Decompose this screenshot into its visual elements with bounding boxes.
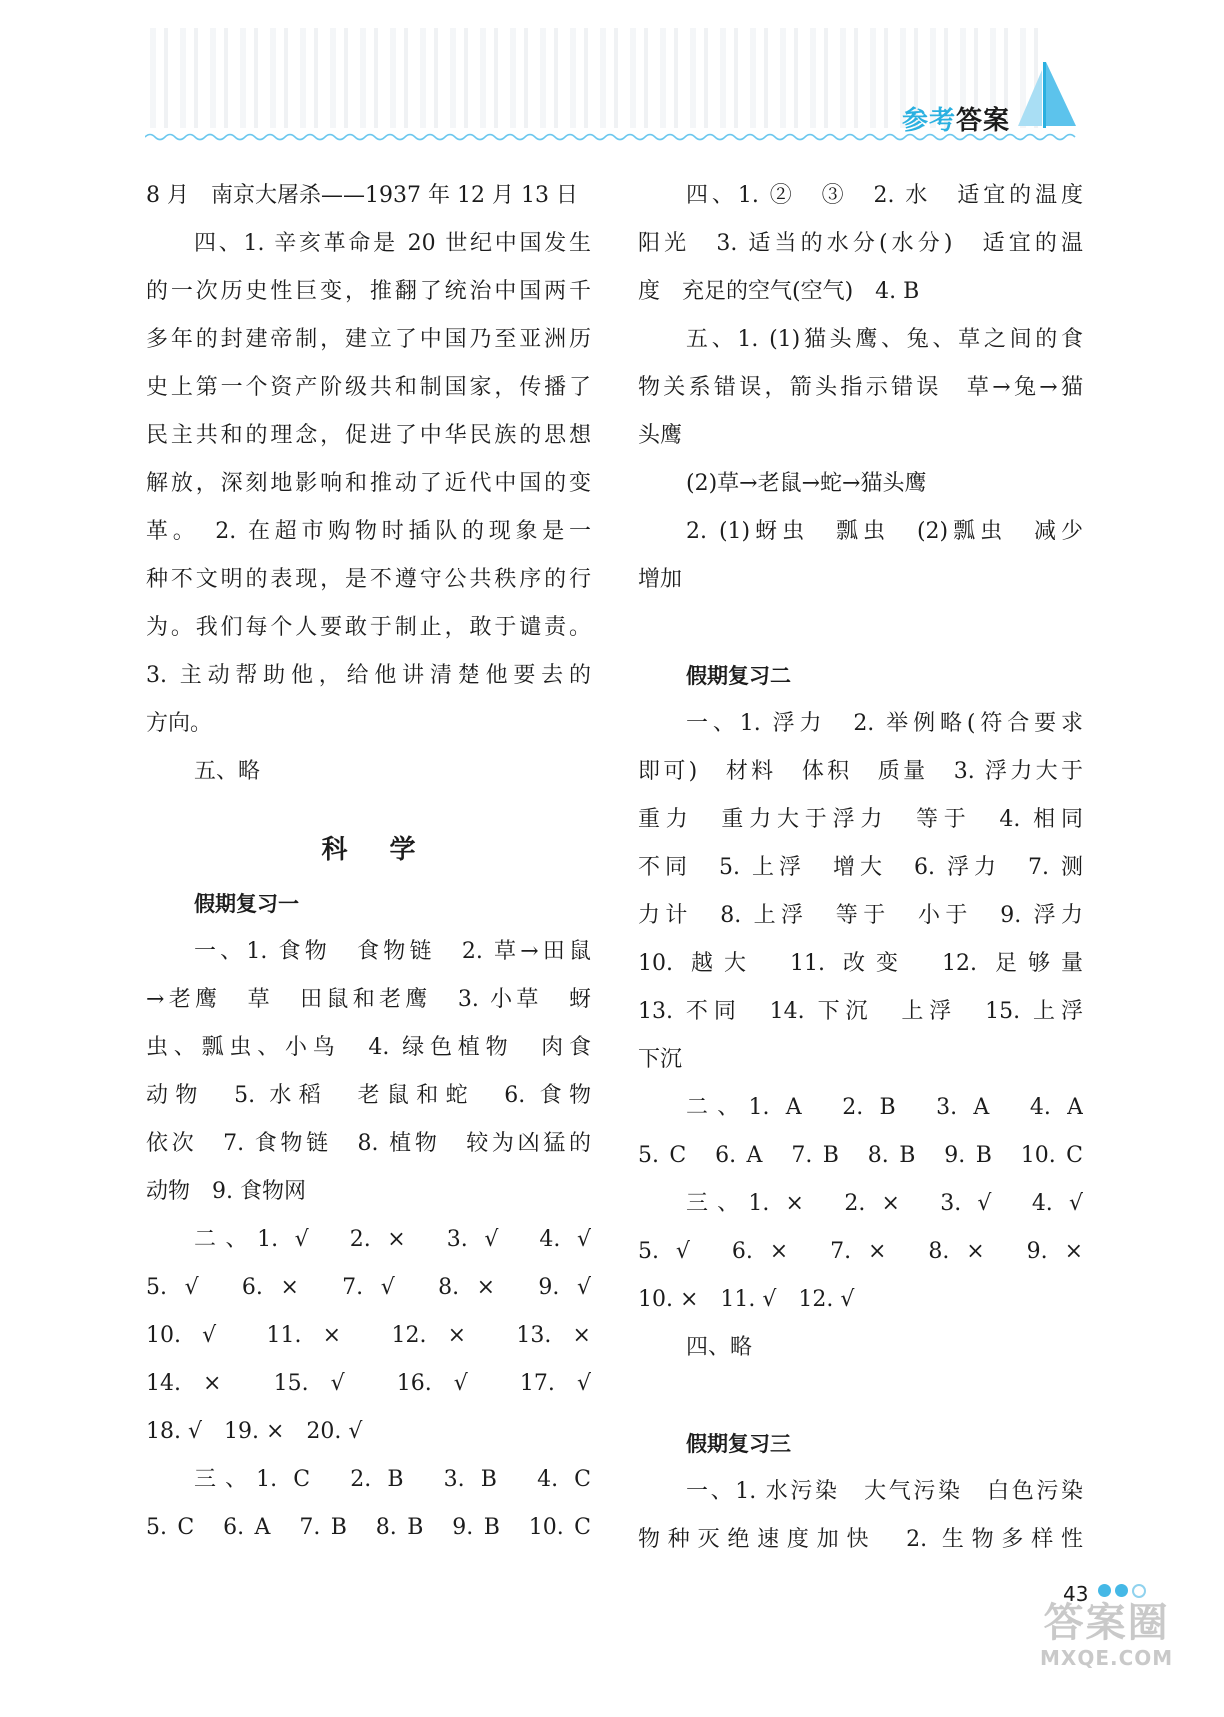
text-line: 二、1. √ 2. × 3. √ 4. √ (194, 1227, 591, 1252)
text-line: 不同 5. 上浮 增大 6. 浮力 7. 测 (638, 855, 1083, 880)
text-line: 18. √ 19. × 20. √ (146, 1419, 363, 1444)
text-line: 方向。 (146, 711, 213, 736)
text-line: 多年的封建帝制，建立了中国乃至亚洲历 (146, 327, 591, 352)
watermark-domain: MXQE.COM (1040, 1646, 1174, 1670)
right-column (638, 172, 1083, 1564)
text-line: 四、1. ② ③ 2. 水 适宜的温度 (686, 183, 1083, 208)
section-heading: 假期复习二 (686, 664, 791, 688)
text-line: 阳光 3. 适当的水分(水分) 适宜的温 (638, 231, 1083, 256)
text-line: 5. C 6. A 7. B 8. B 9. B 10. C (146, 1515, 591, 1540)
left-column (146, 172, 591, 1552)
text-line: 的一次历史性巨变，推翻了统治中国两千 (146, 279, 591, 304)
sailboat-icon (1010, 60, 1080, 138)
text-line: 虫、瓢虫、小鸟 4. 绿色植物 肉食 (146, 1035, 591, 1060)
wave-divider (145, 131, 1080, 143)
dot-icon (1115, 1584, 1128, 1597)
text-line: →老鹰 草 田鼠和老鹰 3. 小草 蚜 (146, 987, 591, 1012)
text-line: 13. 不同 14. 下沉 上浮 15. 上浮 (638, 999, 1083, 1024)
text-line: 史上第一个资产阶级共和制国家，传播了 (146, 375, 591, 400)
text-line: 力计 8. 上浮 等于 小于 9. 浮力 (638, 903, 1083, 928)
header-title-part1: 参考 (902, 106, 957, 136)
watermark-logo-text: 答案圈 (1043, 1600, 1170, 1646)
section-heading: 假期复习三 (686, 1432, 791, 1456)
text-line: 5. C 6. A 7. B 8. B 9. B 10. C (638, 1143, 1083, 1168)
text-line: 动物 5. 水稻 老鼠和蛇 6. 食物 (146, 1083, 591, 1108)
dot-icon (1132, 1584, 1146, 1598)
text-line: 解放，深刻地影响和推动了近代中国的变 (146, 471, 591, 496)
text-line: (2)草→老鼠→蛇→猫头鹰 (686, 471, 927, 496)
text-line: 三、1. × 2. × 3. √ 4. √ (686, 1191, 1083, 1216)
text-line: 10. 越大 11. 改变 12. 足够量 (638, 951, 1083, 976)
text-line: 二、1. A 2. B 3. A 4. A (686, 1095, 1083, 1120)
text-line: 重力 重力大于浮力 等于 4. 相同 (638, 807, 1083, 832)
text-line: 一、1. 水污染 大气污染 白色污染 (686, 1479, 1083, 1504)
subject-title: 科学 (321, 835, 458, 865)
text-line: 物种灭绝速度加快 2. 生物多样性 (638, 1527, 1083, 1552)
text-line: 3. 主动帮助他，给他讲清楚他要去的 (146, 663, 591, 688)
text-line: 增加 (638, 567, 683, 592)
text-line: 5. √ 6. × 7. × 8. × 9. × (638, 1239, 1083, 1264)
watermark (1040, 1600, 1173, 1670)
text-line: 10. × 11. √ 12. √ (638, 1287, 855, 1312)
text-line: 2. (1)蚜虫 瓢虫 (2)瓢虫 减少 (686, 519, 1083, 544)
text-line: 五、略 (194, 759, 261, 784)
text-line: 一、1. 浮力 2. 举例略(符合要求 (686, 711, 1083, 736)
page-number: 43 (1063, 1582, 1089, 1606)
dot-icon (1098, 1584, 1111, 1597)
text-line: 五、1. (1)猫头鹰、兔、草之间的食 (686, 327, 1083, 352)
text-line: 下沉 (638, 1047, 683, 1072)
text-line: 头鹰 (638, 423, 683, 448)
text-line: 为。我们每个人要敢于制止，敢于谴责。 (146, 615, 591, 640)
text-line: 8 月 南京大屠杀——1937 年 12 月 13 日 (146, 183, 578, 208)
text-line: 14. × 15. √ 16. √ 17. √ (146, 1371, 591, 1396)
text-line: 依次 7. 食物链 8. 植物 较为凶猛的 (146, 1131, 591, 1156)
text-line: 动物 9. 食物网 (146, 1179, 306, 1204)
text-line: 度 充足的空气(空气) 4. B (638, 279, 920, 304)
text-line: 四、1. 辛亥革命是 20 世纪中国发生 (194, 231, 591, 256)
text-line: 5. √ 6. × 7. √ 8. × 9. √ (146, 1275, 591, 1300)
text-line: 10. √ 11. × 12. × 13. × (146, 1323, 591, 1348)
text-line: 民主共和的理念，促进了中华民族的思想 (146, 423, 591, 448)
section-heading: 假期复习一 (194, 892, 299, 916)
text-line: 四、略 (686, 1335, 753, 1360)
text-line: 一、1. 食物 食物链 2. 草→田鼠 (194, 939, 591, 964)
text-line: 即可) 材料 体积 质量 3. 浮力大于 (638, 759, 1083, 784)
text-line: 物关系错误，箭头指示错误 草→兔→猫 (638, 375, 1083, 400)
text-line: 三、1. C 2. B 3. B 4. C (194, 1467, 591, 1492)
page-dots (1098, 1584, 1146, 1598)
text-line: 种不文明的表现，是不遵守公共秩序的行 (146, 567, 591, 592)
text-line: 革。 2. 在超市购物时插队的现象是一 (146, 519, 591, 544)
header-title-part2: 答案 (956, 106, 1011, 136)
